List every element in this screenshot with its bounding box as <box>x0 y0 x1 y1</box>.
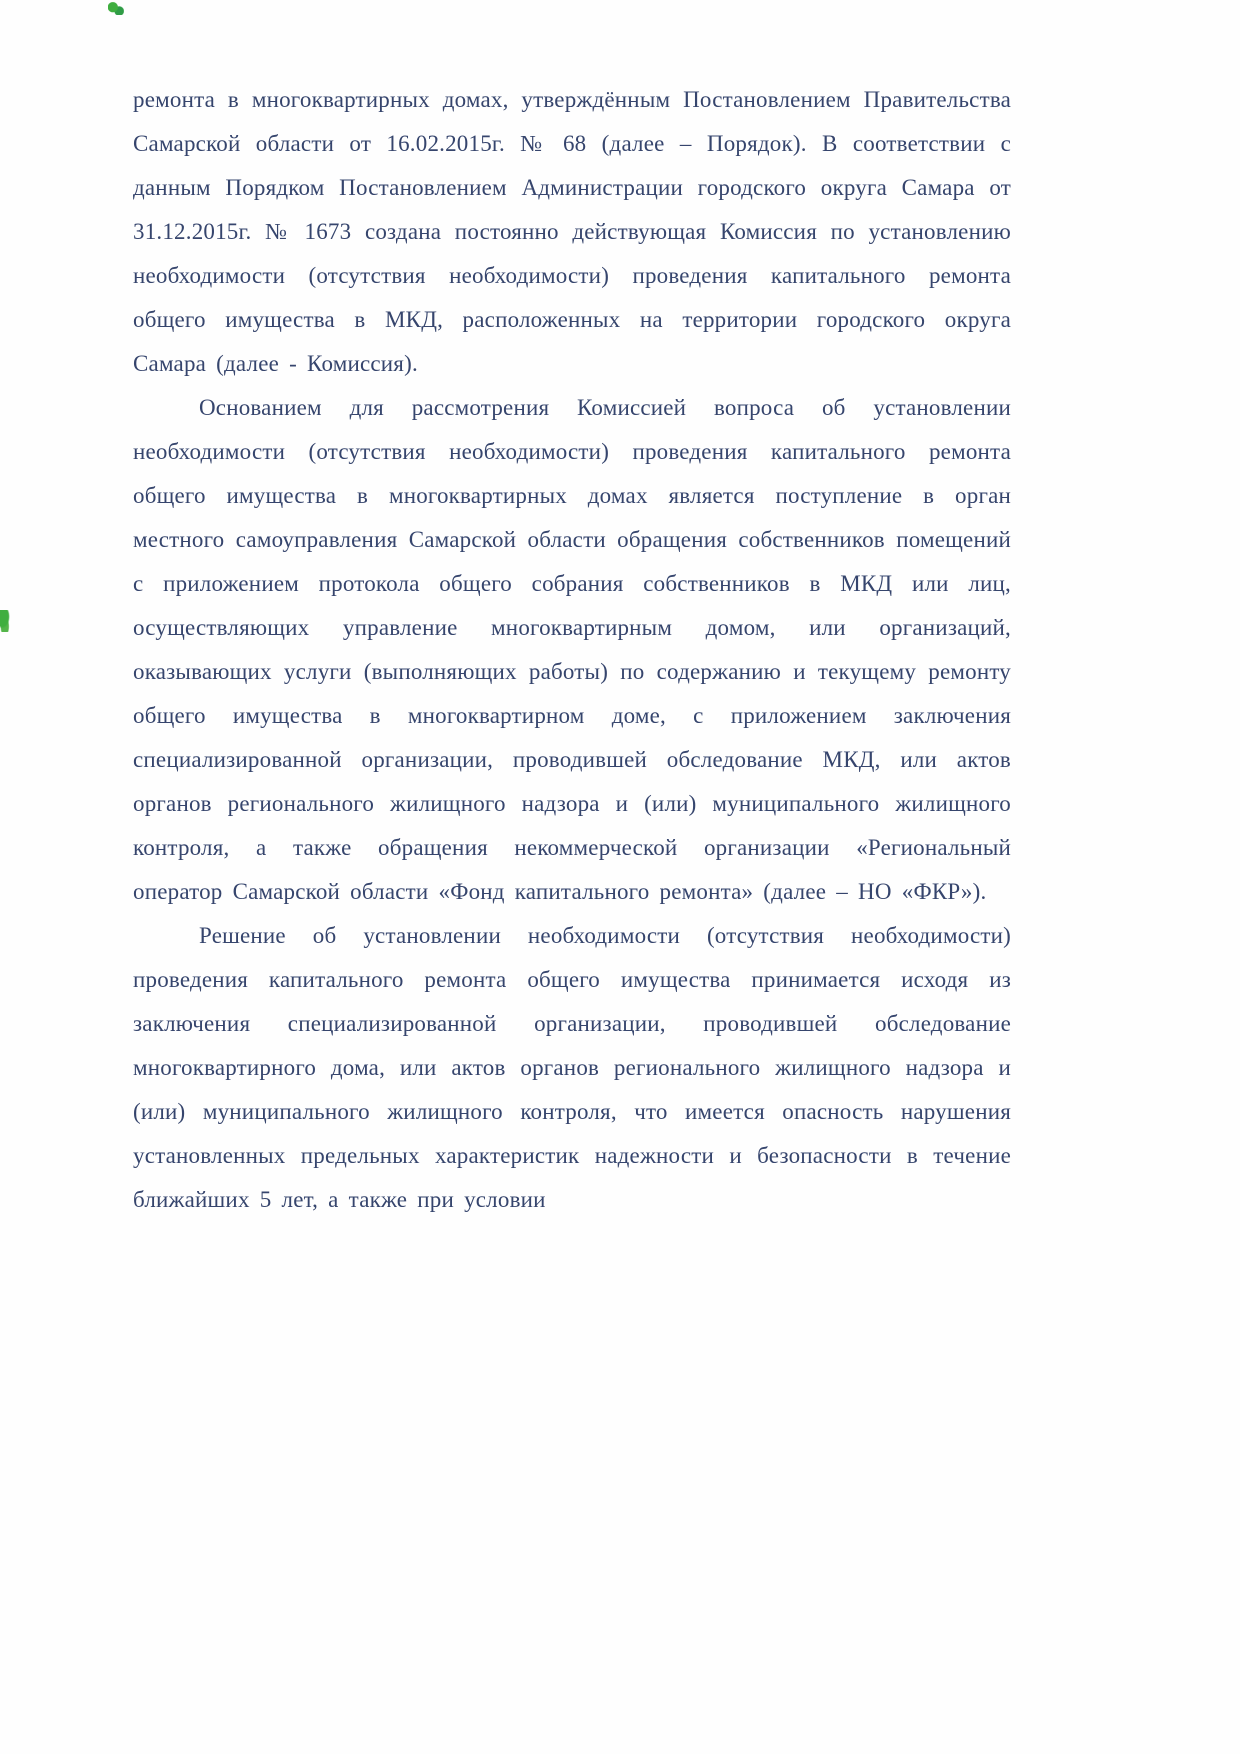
scan-artifact-green-mark-top <box>108 2 124 15</box>
paragraph-continuation: ремонта в многоквартирных домах, утверждённым Постановлением Правительства Самарской области от 16.02.2015г. № 68 (далее – Порядок). В соответствии с данным Порядком Постановлением Администрации городского округа Самара от 31.12.2015г. № 1673 создана постоянно действующая Комиссия по установлению необходимости (отсутствия необходимости) проведения капитального ремонта общего имущества в МКД, расположенных на территории городского округа Самара (далее - Комиссия). <box>133 87 1011 376</box>
document-content <box>133 78 1011 1222</box>
paragraph-grounds-for-review: Основанием для рассмотрения Комиссией вопроса об установлении необходимости (отсутствия необходимости) проведения капитального ремонта общего имущества в многоквартирных домах является поступление в орган местного самоуправления Самарской области обращения собственников помещений с приложением протокола общего собрания собственников в МКД или лиц, осуществляющих управление многоквартирным домом, или организаций, оказывающих услуги (выполняющих работы) по содержанию и текущему ремонту общего имущества в многоквартирном доме, с приложением заключения специализированной организации, проводившей обследование МКД, или актов органов регионального жилищного надзора и (или) муниципального жилищного контроля, а также обращения некоммерческой организации «Региональный оператор Самарской области «Фонд капитального ремонта» (далее – НО «ФКР»). <box>133 395 1011 904</box>
scan-artifact-green-mark-left <box>0 610 12 632</box>
paragraph-decision: Решение об установлении необходимости (отсутствия необходимости) проведения капитального ремонта общего имущества принимается исходя из заключения специализированной организации, проводившей обследование многоквартирного дома, или актов органов регионального жилищного надзора и (или) муниципального жилищного контроля, что имеется опасность нарушения установленных предельных характеристик надежности и безопасности в течение ближайших 5 лет, а также при условии <box>133 923 1011 1212</box>
